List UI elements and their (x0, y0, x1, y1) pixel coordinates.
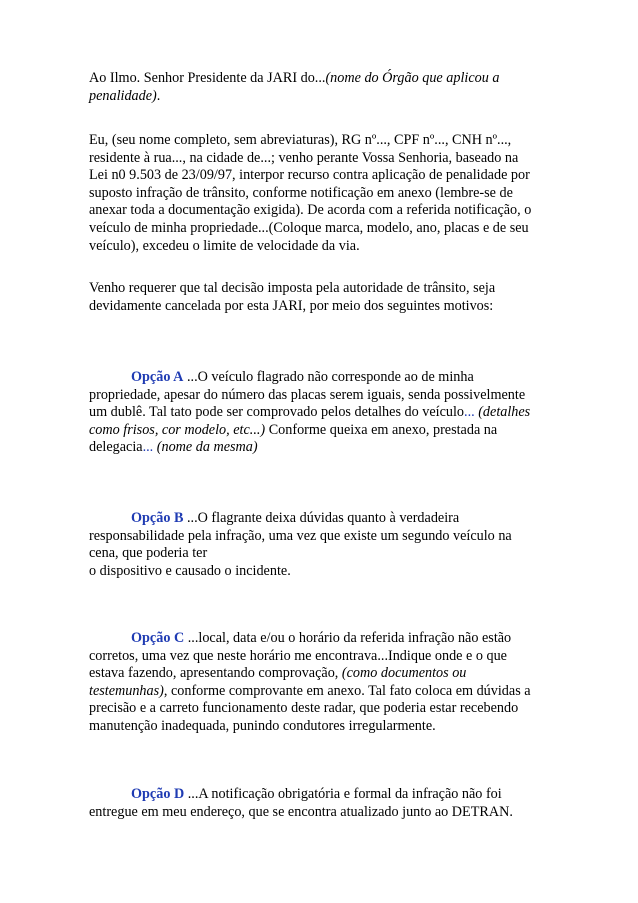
option-a-line: delegacia... (nome da mesma) (89, 439, 258, 456)
option-b-label: Opção B (131, 510, 184, 526)
request-line: devidamente cancelada por esta JARI, por meio dos seguintes motivos: (89, 297, 494, 314)
option-b-line: o dispositivo e causado o incidente. (89, 562, 291, 579)
option-c-label: Opção C (131, 630, 185, 646)
intro-paragraph (89, 132, 549, 255)
addressee-paragraph (89, 70, 549, 105)
option-d-line: entregue em meu endereço, que se encontra atualizado junto ao DETRAN. (89, 803, 513, 820)
option-c-line: precisão e a carreto funcionamento deste radar, que poderia estar recebendo (89, 700, 519, 717)
intro-line: anexar toda a documentação exigida). De acorda com a referida notificação, o (89, 202, 532, 219)
option-a-line: como frisos, cor modelo, etc...) Conforme queixa em anexo, prestada na (89, 421, 498, 438)
option-a-line: um dublê. Tal tato pode ser comprovado pelos detalhes do veículo... (detalhes (89, 404, 531, 421)
option-c-paragraph (89, 630, 549, 736)
option-d-line-1: Opção D ...A notificação obrigatória e formal da infração não foi (131, 786, 502, 802)
option-a-line-1: Opção A ...O veículo flagrado não corresponde ao de minha (131, 369, 474, 385)
intro-line: suposto infração de trânsito, conforme notificação em anexo (lembre-se de (89, 184, 513, 201)
option-a-label: Opção A (131, 369, 184, 385)
option-a-paragraph (89, 369, 549, 457)
intro-line: Lei n0 9.503 de 23/09/97, interpor recurso contra aplicação de penalidade por (89, 167, 530, 184)
option-c-line-1: Opção C ...local, data e/ou o horário da referida infração não estão (131, 630, 512, 646)
option-a-line: propriedade, apesar do número das placas serem iguais, senda possivelmente (89, 386, 526, 403)
intro-line: veículo de minha propriedade...(Coloque marca, modelo, ano, placas e de seu (89, 219, 529, 236)
option-b-line: responsabilidade pela infração, uma vez que existe um segundo veículo na (89, 527, 512, 544)
option-b-line-1: Opção B ...O flagrante deixa dúvidas quanto à verdadeira (131, 510, 460, 526)
intro-line: veículo), excedeu o limite de velocidade da via. (89, 237, 360, 254)
option-c-line: corretos, uma vez que neste horário me encontrava...Indique onde e o que (89, 647, 507, 664)
option-d-label: Opção D (131, 786, 185, 802)
option-c-line: manutenção inadequada, punindo condutores irregularmente. (89, 717, 436, 734)
option-b-line: cena, que poderia ter (89, 545, 208, 562)
option-c-line: testemunhas), conforme comprovante em anexo. Tal fato coloca em dúvidas a (89, 682, 531, 699)
option-d-paragraph (89, 786, 549, 821)
intro-line: residente à rua..., na cidade de...; venho perante Vossa Senhoria, baseado na (89, 149, 519, 166)
request-line: Venho requerer que tal decisão imposta pela autoridade de trânsito, seja (89, 280, 496, 296)
request-paragraph (89, 280, 549, 315)
intro-line: Eu, (seu nome completo, sem abreviaturas), RG nº..., CPF nº..., CNH nº..., (89, 132, 512, 148)
addressee-line-1: Ao Ilmo. Senhor Presidente da JARI do...(nome do Órgão que aplicou a (89, 70, 500, 86)
addressee-line-2: penalidade). (89, 87, 161, 104)
option-c-line: estava fazendo, apresentando comprovação, (como documentos ou (89, 665, 467, 682)
option-b-paragraph (89, 510, 549, 580)
